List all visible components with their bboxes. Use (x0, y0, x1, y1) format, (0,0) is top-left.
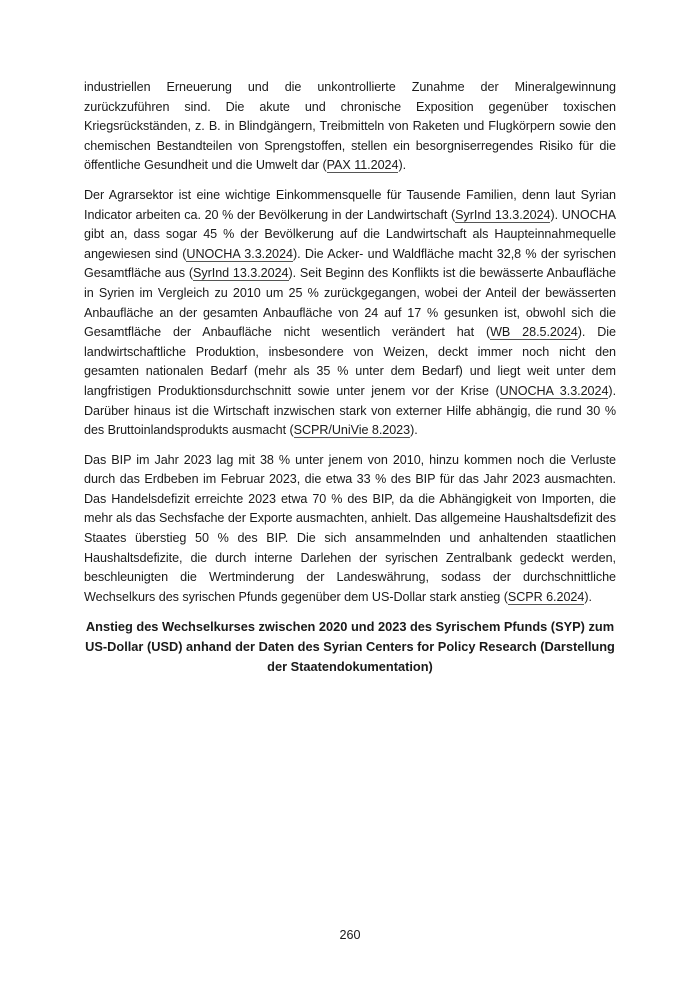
reference-link-syrind[interactable]: SyrInd 13.3.2024 (455, 207, 551, 222)
paragraph-text: ). Seit Beginn des Konflikts ist die bewässerte Anbaufläche in Syrien im Vergleich zu 2010 um 25 % zurückgegangen, wobei der Anteil der bewässerten Anbaufläche an der gesamten Anbaufläche von 24 auf 17 % gesunken ist, obwohl sich die Gesamtfläche der Anbaufläche nicht wesentlich verändert hat ( (84, 266, 617, 340)
paragraph-text: ). Die Acker- und Waldfläche macht 32,8 % der syrischen Gesamtfläche aus ( (84, 246, 617, 281)
reference-link-unocha[interactable]: UNOCHA 3.3.2024 (186, 246, 293, 261)
page-content (84, 78, 616, 677)
paragraph-text: Der Agrarsektor ist eine wichtige Einkommensquelle für Tausende Familien, denn laut Syrian Indicator arbeiten ca. 20 % der Bevölkerung in der Landwirtschaft ( (84, 187, 616, 222)
paragraph-text: Das BIP im Jahr 2023 lag mit 38 % unter jenem von 2010, hinzu kommen noch die Verluste durch das Erdbeben im Februar 2023, die etwa 33 % des BIP für das Jahr 2023 ausmachten. Das Handelsdefizit erreichte 2023 etwa 70 % des BIP, da die Abhängigkeit von Importen, die mehr als das Sechsfache der Exporte ausmachten, anhielt. Das allgemeine Haushaltsdefizit des Staates überstieg 50 % des BIP. Die sich ansammelnden und anhaltenden staatlichen Haushaltsdefizite, die durch interne Darlehen der syrischen Zentralbank gedeckt werden, beschleunigten die Wertminderung der Landeswährung, sodass der durchschnittliche Wechselkurs des syrischen Pfunds gegenüber dem US-Dollar stark anstieg ( (84, 452, 616, 604)
reference-link-syrind[interactable]: SyrInd 13.3.2024 (193, 266, 289, 281)
page-number: 260 (339, 928, 361, 942)
reference-link-unocha[interactable]: UNOCHA 3.3.2024 (499, 383, 609, 398)
reference-link-scpr[interactable]: SCPR 6.2024 (507, 589, 585, 604)
paragraph-text: ). Darüber hinaus ist die Wirtschaft inzwischen stark von externer Hilfe abhängig, die rund 30 % des Bruttoinlandsprodukts ausmacht ( (84, 383, 617, 438)
paragraph-text: ). (398, 158, 407, 173)
reference-link-wb[interactable]: WB 28.5.2024 (490, 325, 578, 340)
reference-link-scpr-univie[interactable]: SCPR/UniVie 8.2023 (293, 423, 411, 438)
paragraph-environment (84, 78, 616, 176)
paragraph-text: ). UNOCHA gibt an, dass sogar 45 % der Bevölkerung auf die Landwirtschaft als Haupteinnahmequelle angewiesen sind ( (84, 207, 617, 261)
paragraph-agriculture (84, 186, 616, 441)
paragraph-text: industriellen Erneuerung und die unkontrollierte Zunahme der Mineralgewinnung zurückzuführen sind. Die akute und chronische Exposition gegenüber toxischen Kriegsrückständen, z. B. in Blindgängern, Treibmitteln von Raketen und Flugkörpern sowie den chemischen Bestandteilen von Sprengstoffen, stellen ein besorgniserregendes Risiko für die öffentliche Gesundheit und die Umwelt dar ( (84, 80, 616, 173)
reference-link-pax[interactable]: PAX 11.2024 (326, 158, 399, 173)
paragraph-text: ). Die landwirtschaftliche Produktion, insbesondere von Weizen, deckt immer noch nicht den gesamten nationalen Bedarf (mehr als 35 % unter dem Bedarf) und liegt weit unter dem langfristigen Produktionsdurchschnitt sowie unter jenem vor der Krise ( (84, 325, 616, 398)
paragraph-gdp (84, 451, 616, 608)
paragraph-text: ). (410, 423, 418, 438)
figure-heading: Anstieg des Wechselkurses zwischen 2020 und 2023 des Syrischem Pfunds (SYP) zum US-Dollar (USD) anhand der Daten des Syrian Centers for Policy Research (Darstellung der Staatendokumentation) (85, 619, 615, 675)
paragraph-text: ). (584, 589, 592, 604)
